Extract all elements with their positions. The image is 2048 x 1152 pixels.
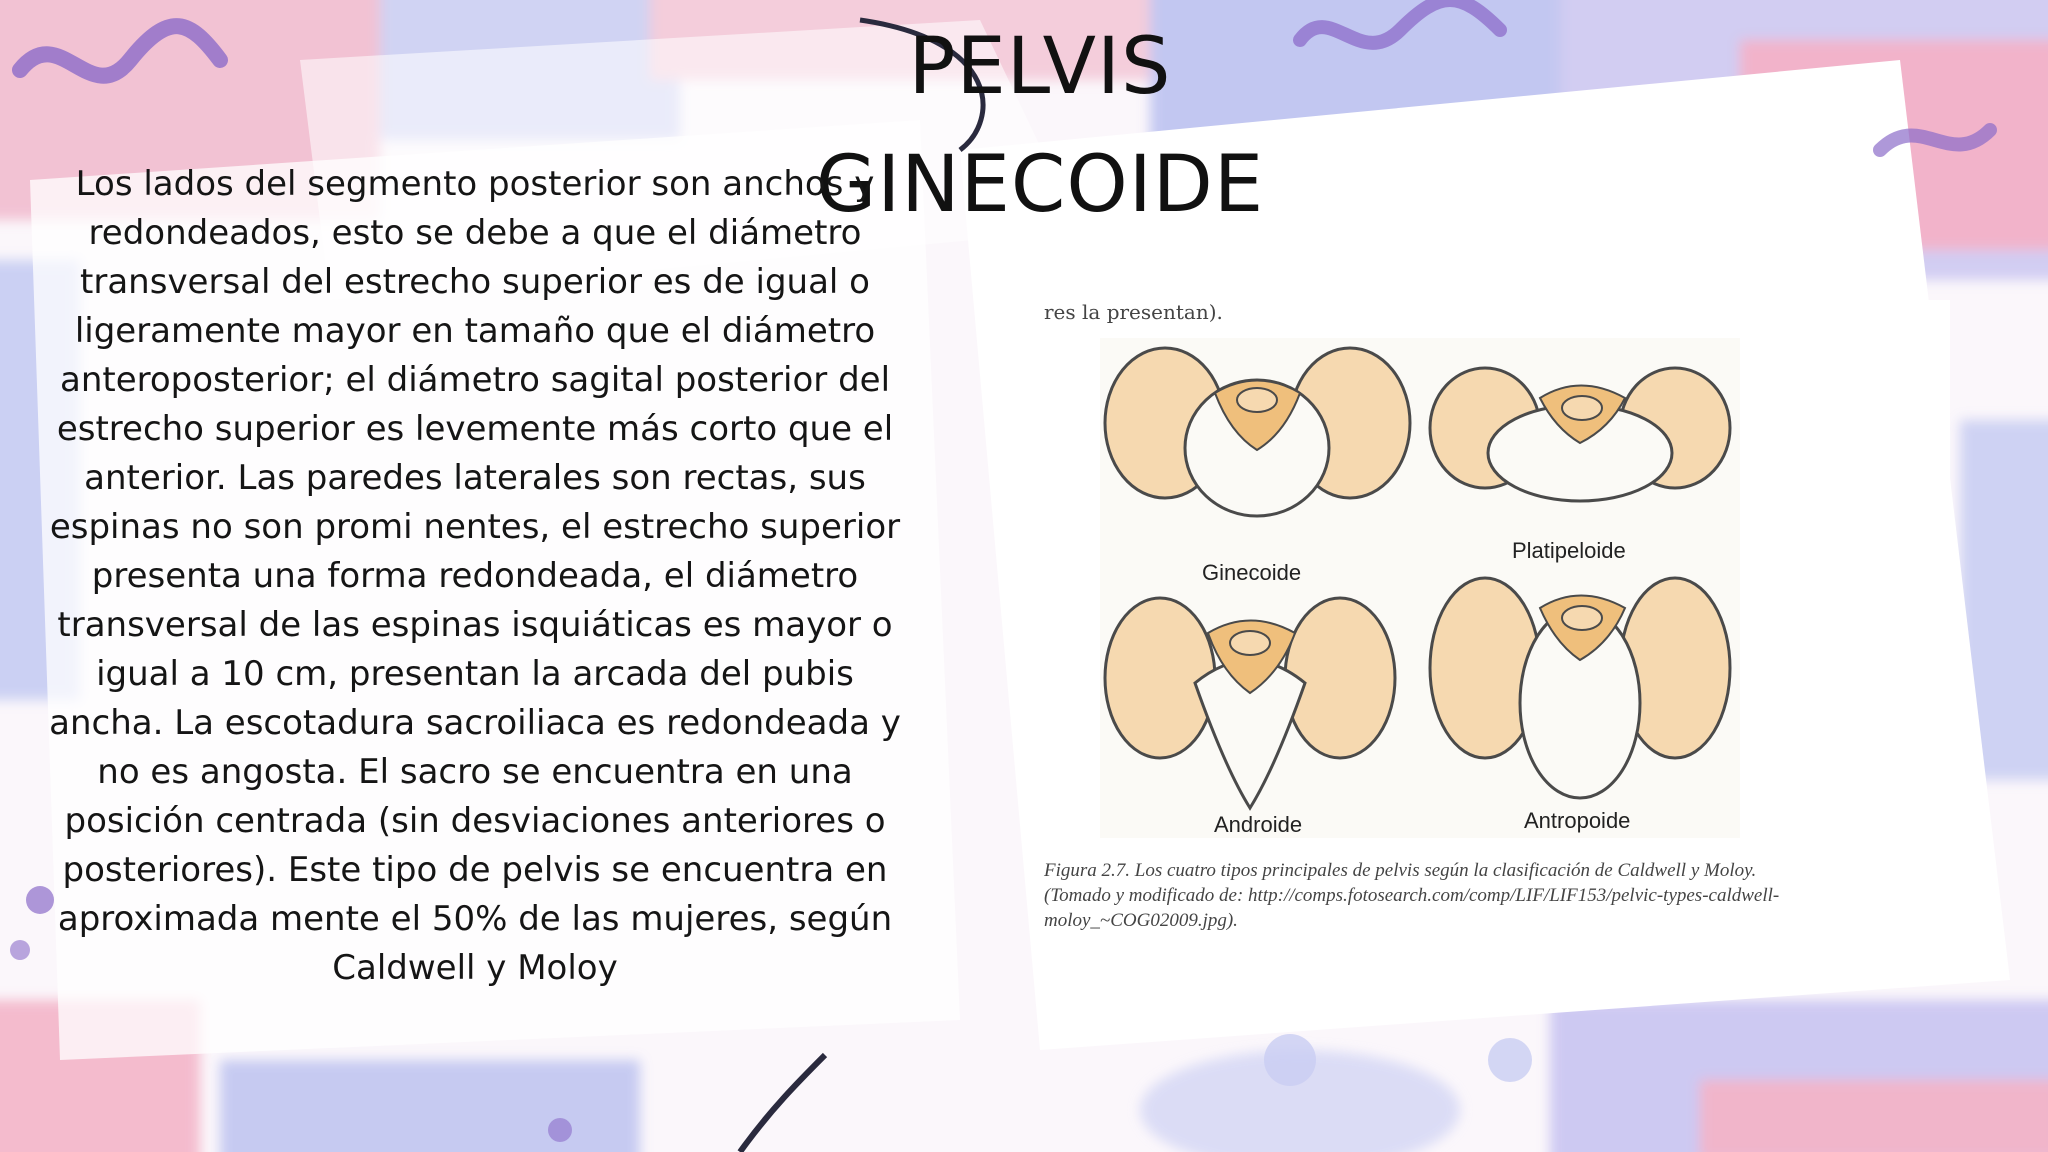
label-ginecoide: Ginecoide [1202, 560, 1302, 585]
title-line-1: PELVIS [908, 22, 1172, 112]
label-antropoide: Antropoide [1524, 808, 1631, 833]
title-line-2: GINECOIDE [815, 140, 1265, 230]
label-platipeloide: Platipeloide [1512, 538, 1626, 563]
pelvis-types-illustration [1100, 338, 1740, 838]
figure-caption: Figura 2.7. Los cuatro tipos principales de pelvis según la clasificación de Caldwell y Moloy. (Tomado y modificado de: http://comps.fotosearch.com/comp/LIF/LIF153/pelvic-types-caldwell-moloy_~COG02009.jpg). [1044, 860, 1780, 931]
pelvis-figure [1040, 300, 1950, 940]
pelvis-platipeloide-drawing [1430, 368, 1730, 501]
description-paragraph: Los lados del segmento posterior son anchos y redondeados, esto se debe a que el diámetro transversal del estrecho superior es de igual o ligeramente mayor en tamaño que el diámetro anteroposterior; el diámetro sagital posterior del estrecho superior es levemente más corto que el anterior. Las paredes laterales son rectas, sus espinas no son promi nentes, el estrecho superior presenta una forma redondeada, el diámetro transversal de las espinas isquiáticas es mayor o igual a 10 cm, presentan la arcada del pubis ancha. La escotadura sacroiliaca es redondeada y no es angosta. El sacro se encuentra en una posición centrada (sin desviaciones anteriores o posteriores). Este tipo de pelvis se encuentra en aproximada mente el 50% de las mujeres, según Caldwell y Moloy [49, 164, 901, 988]
label-androide: Androide [1214, 812, 1303, 837]
figure-previous-text: res la presentan). [1044, 300, 1223, 324]
